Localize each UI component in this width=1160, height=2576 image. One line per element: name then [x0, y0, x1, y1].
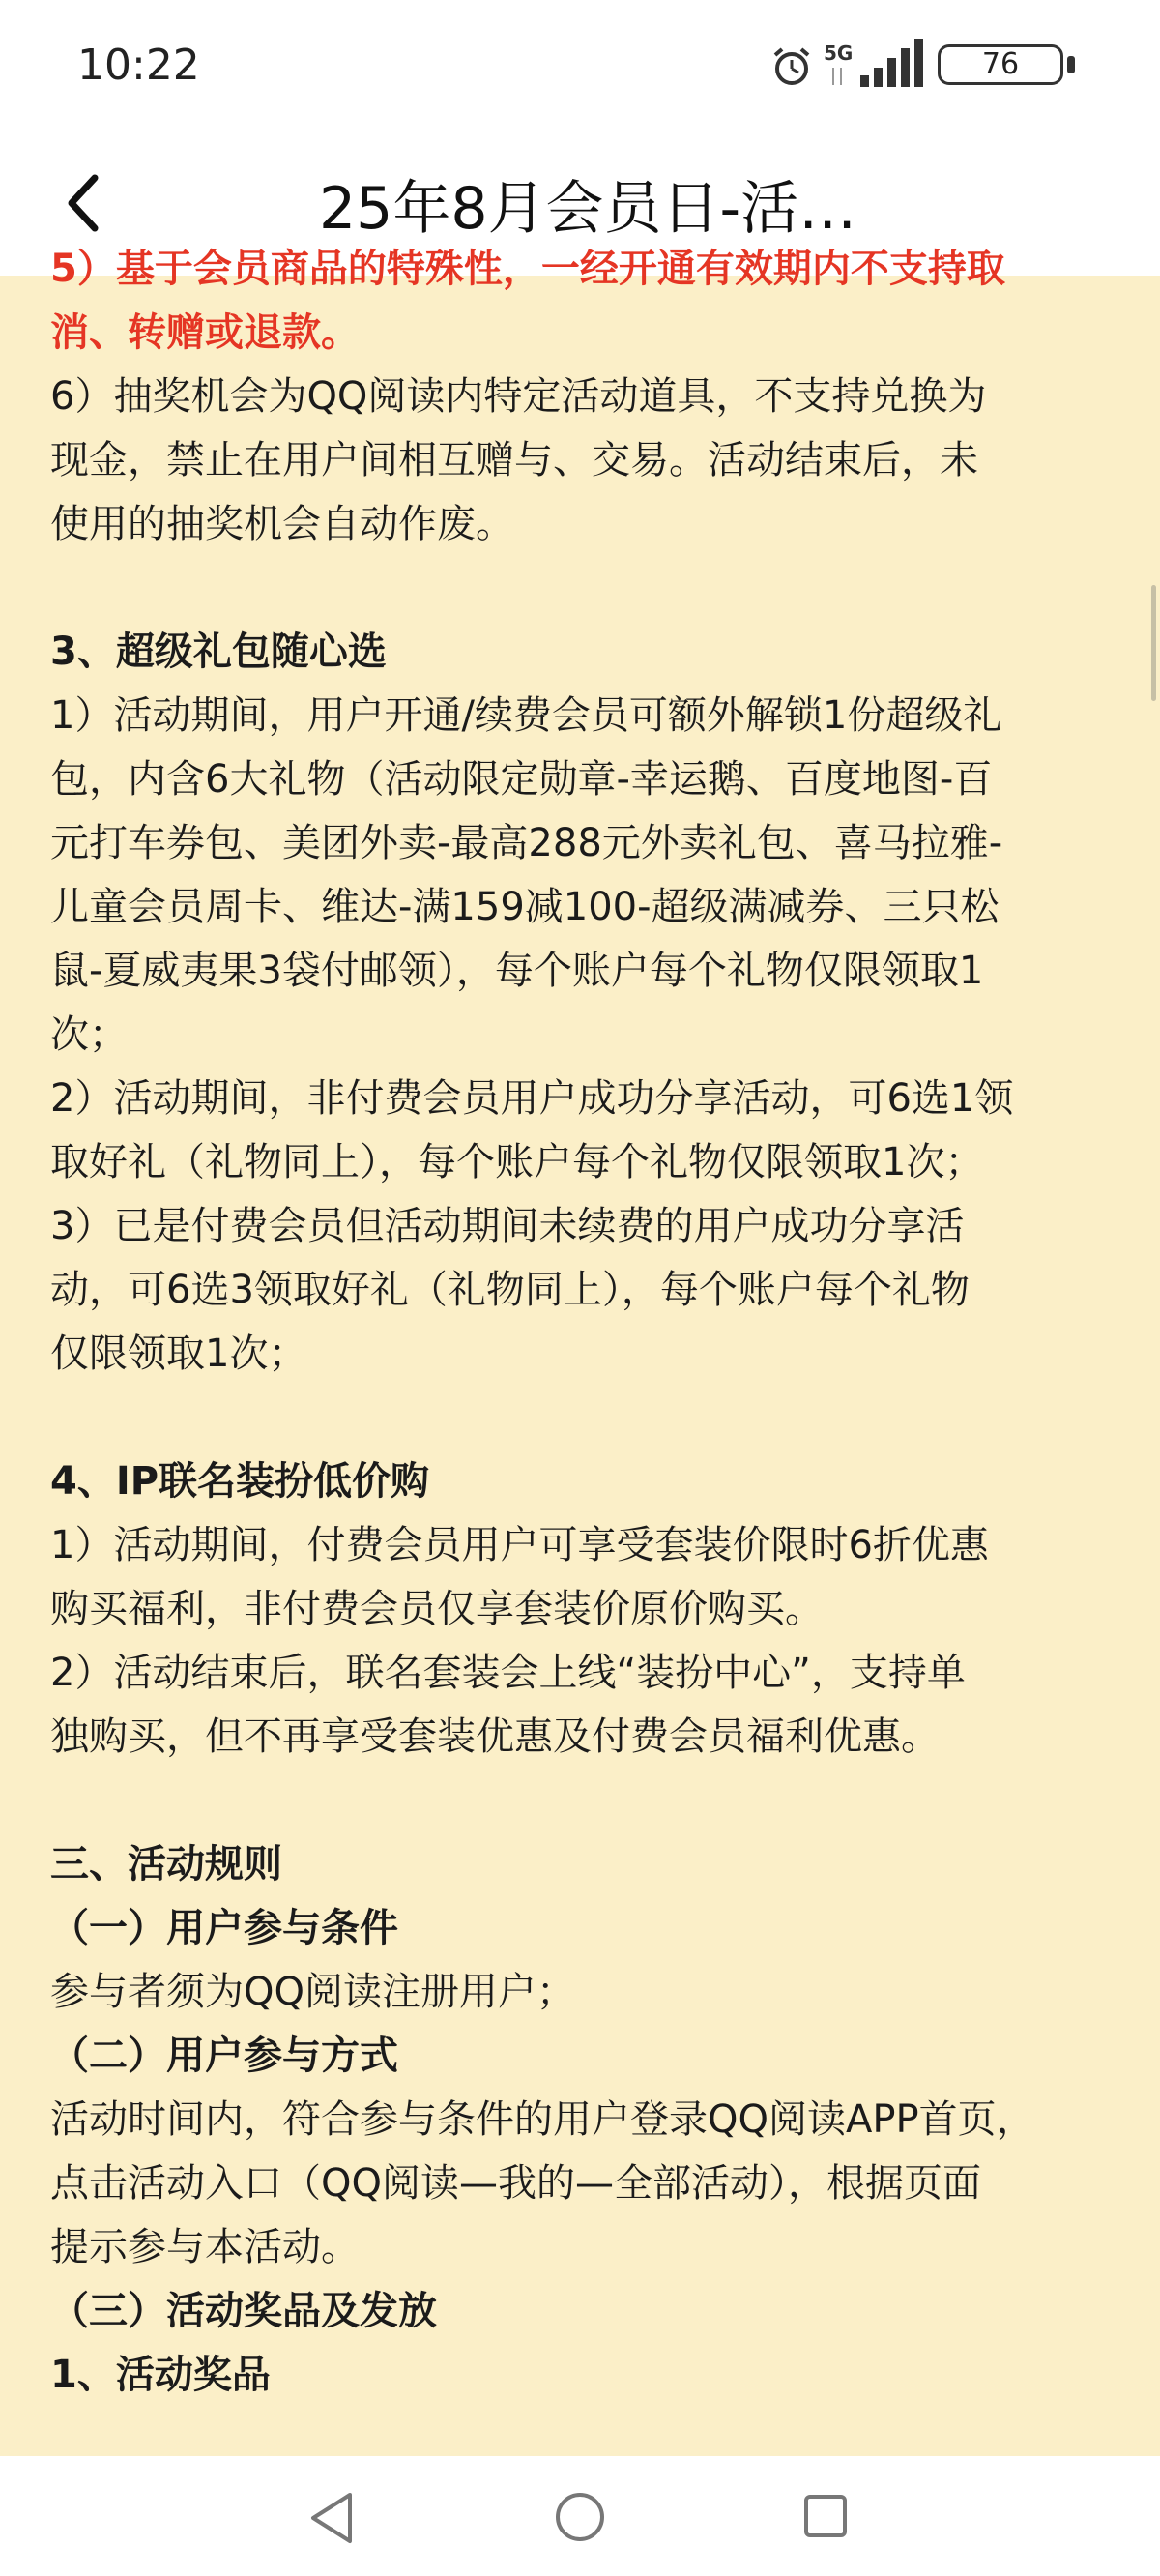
text-line: 5）基于会员商品的特殊性，一经开通有效期内不支持取 — [50, 247, 1005, 291]
triangle-back-icon[interactable] — [307, 2491, 356, 2545]
section-heading: 4、IP联名装扮低价购 — [50, 1459, 430, 1504]
paragraph-gap — [50, 1386, 1114, 1449]
text-line: 现金，禁止在用户间相互赠与、交易。活动结束后，未 — [50, 438, 978, 483]
text-line: 购买福利，非付费会员仅享套装价原价购买。 — [50, 1587, 824, 1631]
text-line: 6）抽奖机会为QQ阅读内特定活动道具，不支持兑换为 — [50, 374, 987, 419]
text-line: 鼠-夏威夷果3袋付邮领），每个账户每个礼物仅限领取1 — [50, 949, 984, 993]
text-line: 2）活动结束后，联名套装会上线“装扮中心”，支持单 — [50, 1651, 966, 1695]
navigation-bar — [0, 2456, 1160, 2576]
text-line: 消、转赠或退款。 — [50, 310, 360, 355]
text-line: 1）活动期间，付费会员用户可享受套装价限时6折优惠 — [50, 1523, 989, 1567]
text-line: 点击活动入口（QQ阅读—我的—全部活动），根据页面 — [50, 2161, 981, 2206]
text-line: 参与者须为QQ阅读注册用户； — [50, 1970, 575, 2014]
alarm-icon — [771, 46, 812, 87]
rules-content[interactable] — [0, 247, 1160, 2456]
section-heading: （二）用户参与方式 — [50, 2034, 398, 2078]
network-label: 5G — [824, 42, 854, 65]
signal-icon — [822, 39, 928, 89]
battery-icon — [938, 44, 1083, 89]
text-line: 动，可6选3领取好礼（礼物同上），每个账户每个礼物 — [50, 1268, 970, 1312]
battery-level: 76 — [938, 44, 1063, 85]
page-title: 25年8月会员日-活… — [319, 175, 857, 243]
circle-home-icon[interactable] — [554, 2491, 606, 2543]
chevron-left-icon — [72, 178, 95, 228]
section-heading: （三）活动奖品及发放 — [50, 2289, 437, 2333]
status-icons — [677, 39, 1083, 97]
text-line: 3）已是付费会员但活动期间未续费的用户成功分享活 — [50, 1204, 965, 1248]
text-line: 1）活动期间，用户开通/续费会员可额外解锁1份超级礼 — [50, 693, 1002, 738]
text-line: 使用的抽奖机会自动作废。 — [50, 502, 514, 546]
section-heading: 三、活动规则 — [50, 1842, 282, 1887]
back-button[interactable] — [48, 164, 126, 242]
text-line: 取好礼（礼物同上），每个账户每个礼物仅限领取1次； — [50, 1140, 984, 1185]
section-heading: 3、超级礼包随心选 — [50, 629, 387, 674]
status-bar — [0, 0, 1160, 135]
text-line: 元打车券包、美团外卖-最高288元外卖礼包、喜马拉雅- — [50, 821, 1003, 865]
section-heading: 1、活动奖品 — [50, 2353, 271, 2397]
section-heading: （一）用户参与条件 — [50, 1906, 398, 1950]
text-line: 活动时间内，符合参与条件的用户登录QQ阅读APP首页， — [50, 2097, 1035, 2142]
text-line: 仅限领取1次； — [50, 1332, 307, 1376]
text-line: 独购买，但不再享受套装优惠及付费会员福利优惠。 — [50, 1714, 940, 1759]
text-line: 儿童会员周卡、维达-满159减100-超级满减券、三只松 — [50, 885, 1000, 929]
square-recent-icon[interactable] — [802, 2493, 849, 2539]
text-line: 提示参与本活动。 — [50, 2225, 360, 2269]
paragraph-gap — [50, 1769, 1114, 1832]
text-line: 2）活动期间，非付费会员用户成功分享活动，可6选1领 — [50, 1076, 1014, 1121]
paragraph-gap — [50, 556, 1114, 620]
battery-tip — [1067, 56, 1075, 73]
text-line: 包，内含6大礼物（活动限定勋章-幸运鹅、百度地图-百 — [50, 757, 993, 802]
rules-text — [50, 237, 1114, 2407]
status-time: 10:22 — [77, 41, 200, 90]
scrollbar-thumb[interactable] — [1151, 585, 1156, 701]
text-line: 次； — [50, 1012, 128, 1057]
